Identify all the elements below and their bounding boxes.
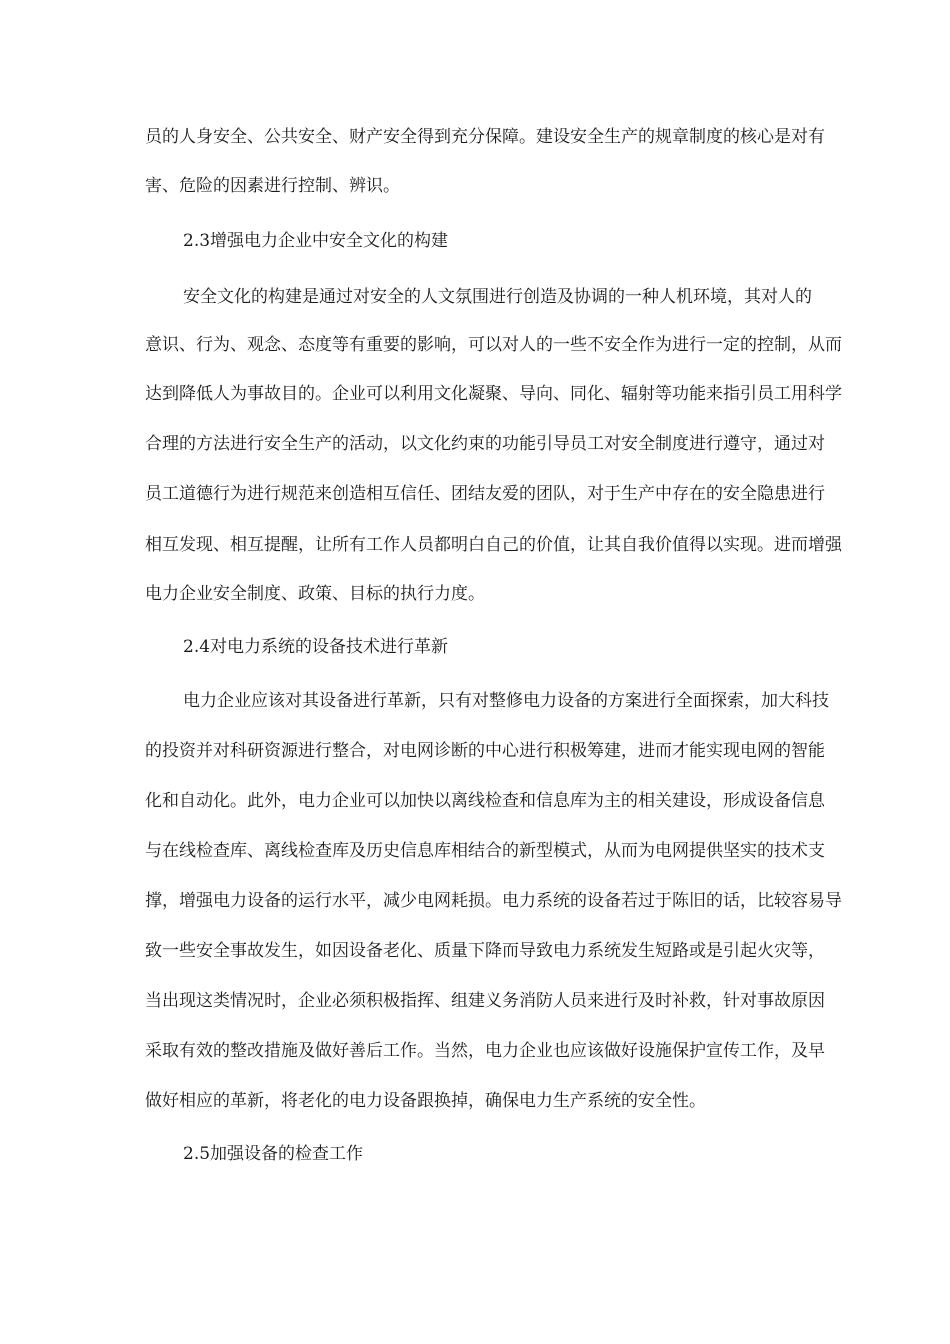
paragraph-line: 电力企业安全制度、政策、目标的执行力度。 <box>145 584 485 604</box>
paragraph-line: 意识、行为、观念、态度等有重要的影响，可以对人的一些不安全作为进行一定的控制，从而 <box>145 335 842 355</box>
paragraph-line: 采取有效的整改措施及做好善后工作。当然，电力企业也应该做好设施保护宣传工作，及早 <box>145 1041 825 1061</box>
paragraph-line: 化和自动化。此外，电力企业可以加快以离线检查和信息库为主的相关建设，形成设备信息 <box>145 791 825 811</box>
paragraph-line: 员的人身安全、公共安全、财产安全得到充分保障。建设安全生产的规章制度的核心是对有 <box>145 127 825 147</box>
paragraph-line: 电力企业应该对其设备进行革新，只有对整修电力设备的方案进行全面探索，加大科技 <box>183 691 829 711</box>
paragraph-line: 相互发现、相互提醒，让所有工作人员都明白自己的价值，让其自我价值得以实现。进而增强 <box>145 535 842 555</box>
section-heading-2-3: 2.3增强电力企业中安全文化的构建 <box>183 231 449 251</box>
paragraph-line: 致一些安全事故发生，如因设备老化、质量下降而导致电力系统发生短路或是引起火灾等， <box>145 941 825 961</box>
section-heading-2-5: 2.5加强设备的检查工作 <box>183 1144 364 1164</box>
paragraph-line: 达到降低人为事故目的。企业可以利用文化凝聚、导向、同化、辐射等功能来指引员工用科学 <box>145 384 842 404</box>
paragraph-line: 合理的方法进行安全生产的活动，以文化约束的功能引导员工对安全制度进行遵守，通过对 <box>145 434 825 454</box>
section-heading-2-4: 2.4对电力系统的设备技术进行革新 <box>183 637 449 657</box>
paragraph-line: 员工道德行为进行规范来创造相互信任、团结友爱的团队，对于生产中存在的安全隐患进行 <box>145 484 825 504</box>
paragraph-line: 的投资并对科研资源进行整合，对电网诊断的中心进行积极筹建，进而才能实现电网的智能 <box>145 741 825 761</box>
paragraph-line: 撑，增强电力设备的运行水平，减少电网耗损。电力系统的设备若过于陈旧的话，比较容易导 <box>145 891 842 911</box>
paragraph-line: 做好相应的革新，将老化的电力设备跟换掉，确保电力生产系统的安全性。 <box>145 1091 706 1111</box>
paragraph-line: 与在线检查库、离线检查库及历史信息库相结合的新型模式，从而为电网提供坚实的技术支 <box>145 841 825 861</box>
paragraph-line: 安全文化的构建是通过对安全的人文氛围进行创造及协调的一种人机环境，其对人的 <box>183 287 812 307</box>
paragraph-line: 当出现这类情况时，企业必须积极指挥、组建义务消防人员来进行及时补救，针对事故原因 <box>145 991 825 1011</box>
paragraph-line: 害、危险的因素进行控制、辨识。 <box>145 176 400 196</box>
